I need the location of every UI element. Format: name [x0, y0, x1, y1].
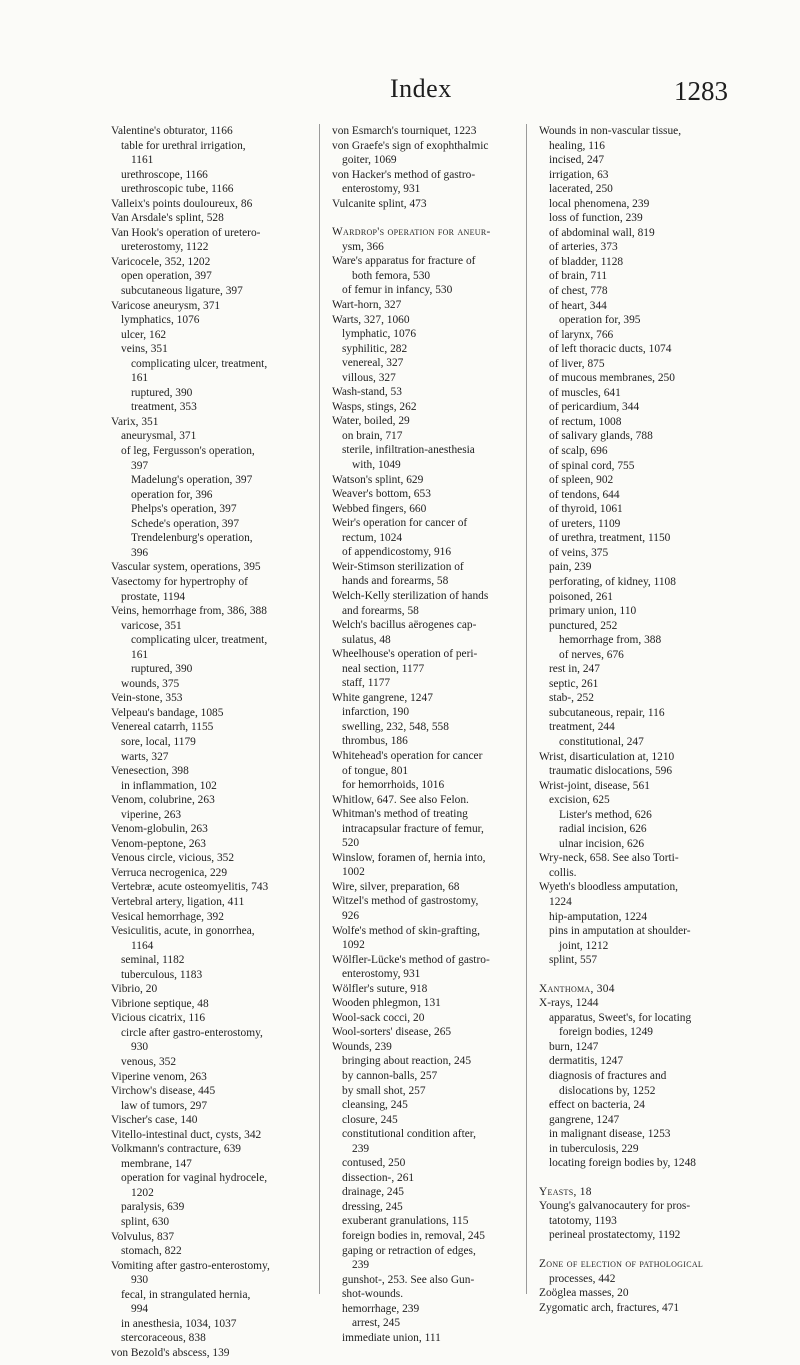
index-subentry: 239 [352, 1259, 370, 1272]
index-entry: Velpeau's bandage, 1085 [111, 706, 224, 719]
index-entry: Viperine venom, 263 [111, 1070, 207, 1083]
index-entry: Young's galvanocautery for pros- [539, 1200, 691, 1213]
index-subentry: seminal, 1182 [121, 954, 185, 967]
index-subentry: Madelung's operation, 397 [131, 474, 253, 487]
index-subentry: sulatus, 48 [342, 633, 391, 646]
index-subentry: 161 [131, 648, 149, 661]
index-subentry: on brain, 717 [342, 429, 403, 442]
index-entry: Veins, hemorrhage from, 386, 388 [111, 605, 267, 618]
index-subentry: splint, 630 [121, 1216, 170, 1229]
column-divider [526, 124, 527, 1294]
index-entry: Water, boiled, 29 [332, 415, 410, 428]
index-entry: Wolfe's method of skin-grafting, [332, 924, 480, 937]
index-subentry: 1002 [342, 866, 365, 879]
index-subentry: perforating, of kidney, 1108 [549, 575, 676, 588]
index-entry: Ware's apparatus for fracture of [332, 255, 476, 268]
index-entry: Witzel's method of gastrostomy, [332, 895, 479, 908]
index-entry: Varix, 351 [111, 415, 159, 428]
index-entry: Vasectomy for hypertrophy of [111, 575, 248, 588]
index-subentry: villous, 327 [342, 371, 396, 384]
index-entry: Zygomatic arch, fractures, 471 [539, 1301, 680, 1314]
index-subentry: sterile, infiltration-anesthesia [342, 444, 475, 457]
index-subentry: of tongue, 801 [342, 764, 409, 777]
letter-gap [332, 211, 522, 225]
letter-gap [539, 968, 729, 982]
index-subentry: in malignant disease, 1253 [549, 1128, 671, 1141]
page-header [0, 74, 800, 108]
index-subentry: of salivary glands, 788 [549, 430, 653, 443]
index-subentry: Phelps's operation, 397 [131, 503, 237, 516]
index-entry: Vulcanite splint, 473 [332, 197, 427, 210]
index-entry: Wardrop's operation for aneur- [332, 226, 491, 239]
index-subentry: dissection-, 261 [342, 1171, 415, 1184]
index-entry: Weaver's bottom, 653 [332, 488, 431, 501]
index-entry: Van Arsdale's splint, 528 [111, 212, 224, 225]
index-entry: Wölfler's suture, 918 [332, 982, 428, 995]
index-subentry: of arteries, 373 [549, 241, 618, 254]
index-subentry: neal section, 1177 [342, 662, 425, 675]
index-subentry: operation for, 395 [559, 314, 641, 327]
index-subentry: 397 [131, 459, 149, 472]
index-subentry: 930 [131, 1041, 149, 1054]
index-subentry: of left thoracic ducts, 1074 [549, 343, 672, 356]
index-entry: Venereal catarrh, 1155 [111, 721, 214, 734]
index-subentry: local phenomena, 239 [549, 197, 650, 210]
index-subentry: of nerves, 676 [559, 648, 624, 661]
index-subentry: of tendons, 644 [549, 488, 620, 501]
index-subentry: of femur in infancy, 530 [342, 284, 453, 297]
index-entry: Varicocele, 352, 1202 [111, 255, 211, 268]
index-subentry: venereal, 327 [342, 357, 404, 370]
index-subentry: of liver, 875 [549, 357, 605, 370]
index-subentry: in anesthesia, 1034, 1037 [121, 1317, 237, 1330]
index-subentry: 926 [342, 909, 360, 922]
column-divider [319, 124, 320, 1294]
index-subentry: burn, 1247 [549, 1040, 599, 1053]
index-subentry: loss of function, 239 [549, 212, 643, 225]
index-entry: von Hacker's method of gastro- [332, 168, 476, 181]
index-subentry: urethroscope, 1166 [121, 168, 208, 181]
index-subentry: goiter, 1069 [342, 154, 397, 167]
index-subentry: Lister's method, 626 [559, 808, 652, 821]
index-subentry: thrombus, 186 [342, 735, 408, 748]
index-subentry: of heart, 344 [549, 299, 607, 312]
index-subentry: syphilitic, 282 [342, 342, 408, 355]
index-entry: Volkmann's contracture, 639 [111, 1143, 241, 1156]
index-subentry: incised, 247 [549, 154, 605, 167]
index-column-1 [111, 124, 301, 1360]
index-subentry: paralysis, 639 [121, 1201, 185, 1214]
index-subentry: excision, 625 [549, 794, 610, 807]
index-subentry: radial incision, 626 [559, 823, 647, 836]
index-subentry: dermatitis, 1247 [549, 1055, 624, 1068]
index-subentry: cleansing, 245 [342, 1099, 408, 1112]
index-entry: Wyeth's bloodless amputation, [539, 881, 678, 894]
index-entry: Whitman's method of treating [332, 808, 468, 821]
letter-gap [539, 1243, 729, 1257]
index-entry: Verruca necrogenica, 229 [111, 866, 228, 879]
index-subentry: 1202 [131, 1186, 154, 1199]
index-subentry: dressing, 245 [342, 1200, 403, 1213]
index-subentry: of muscles, 641 [549, 386, 621, 399]
index-entry: Venous circle, vicious, 352 [111, 852, 235, 865]
index-subentry: both femora, 530 [352, 269, 431, 282]
index-subentry: foreign bodies, 1249 [559, 1026, 653, 1039]
index-subentry: pins in amputation at shoulder- [549, 925, 691, 938]
index-subentry: Trendelenburg's operation, [131, 532, 253, 545]
index-subentry: rest in, 247 [549, 663, 600, 676]
index-subentry: wounds, 375 [121, 677, 180, 690]
index-subentry: of larynx, 766 [549, 328, 614, 341]
index-subentry: subcutaneous, repair, 116 [549, 706, 665, 719]
index-subentry: enterostomy, 931 [342, 968, 421, 981]
index-entry: Vesiculitis, acute, in gonorrhea, [111, 925, 255, 938]
index-entry: Warts, 327, 1060 [332, 313, 410, 326]
index-subentry: of chest, 778 [549, 285, 608, 298]
index-entry: Varicose aneurysm, 371 [111, 299, 221, 312]
index-subentry: ruptured, 390 [131, 663, 193, 676]
index-subentry: stercoraceous, 838 [121, 1332, 206, 1345]
index-subentry: 396 [131, 546, 149, 559]
index-subentry: constitutional, 247 [559, 735, 644, 748]
index-subentry: hemorrhage, 239 [342, 1302, 420, 1315]
index-subentry: lymphatic, 1076 [342, 328, 417, 341]
index-subentry: in tuberculosis, 229 [549, 1142, 639, 1155]
index-subentry: of abdominal wall, 819 [549, 226, 655, 239]
index-subentry: lymphatics, 1076 [121, 314, 200, 327]
index-entry: Volvulus, 837 [111, 1230, 175, 1243]
index-entry: Valentine's obturator, 1166 [111, 125, 233, 137]
index-subentry: traumatic dislocations, 596 [549, 765, 673, 778]
index-subentry: splint, 557 [549, 954, 598, 967]
index-subentry: gangrene, 1247 [549, 1113, 620, 1126]
index-subentry: Schede's operation, 397 [131, 517, 240, 530]
index-entry: Zoöglea masses, 20 [539, 1287, 629, 1300]
index-subentry: with, 1049 [352, 459, 401, 472]
index-subentry: fecal, in strangulated hernia, [121, 1288, 251, 1301]
index-entry: von Bezold's abscess, 139 [111, 1346, 230, 1359]
index-subentry: arrest, 245 [352, 1317, 401, 1330]
index-subentry: in inflammation, 102 [121, 779, 217, 792]
index-subentry: apparatus, Sweet's, for locating [549, 1011, 692, 1024]
index-entry: Whitlow, 647. See also Felon. [332, 793, 469, 806]
index-subentry: circle after gastro-enterostomy, [121, 1026, 263, 1039]
index-subentry: foreign bodies in, removal, 245 [342, 1230, 485, 1243]
index-entry: Venom-globulin, 263 [111, 823, 208, 836]
index-entry: von Esmarch's tourniquet, 1223 [332, 125, 477, 137]
index-subentry: infarction, 190 [342, 706, 410, 719]
index-subentry: warts, 327 [121, 750, 169, 763]
index-entry: Wooden phlegmon, 131 [332, 997, 441, 1010]
index-entry: Vascular system, operations, 395 [111, 561, 261, 574]
index-entry: Van Hook's operation of uretero- [111, 226, 261, 239]
index-subentry: processes, 442 [549, 1272, 616, 1285]
index-subentry: law of tumors, 297 [121, 1099, 208, 1112]
index-subentry: tuberculous, 1183 [121, 968, 203, 981]
index-subentry: complicating ulcer, treatment, [131, 634, 268, 647]
index-subentry: of leg, Fergusson's operation, [121, 445, 255, 458]
index-subentry: closure, 245 [342, 1113, 398, 1126]
index-subentry: healing, 116 [549, 139, 605, 152]
index-subentry: septic, 261 [549, 677, 599, 690]
index-subentry: 161 [131, 372, 149, 385]
index-entry: Wry-neck, 658. See also Torti- [539, 852, 679, 865]
index-entry: Wölfler-Lücke's method of gastro- [332, 953, 490, 966]
index-subentry: treatment, 353 [131, 401, 197, 414]
index-subentry: of scalp, 696 [549, 445, 608, 458]
index-subentry: table for urethral irrigation, [121, 139, 246, 152]
index-subentry: operation for, 396 [131, 488, 213, 501]
index-column-3 [539, 124, 729, 1315]
index-entry: White gangrene, 1247 [332, 691, 433, 704]
index-entry: Virchow's disease, 445 [111, 1085, 216, 1098]
index-subentry: by small shot, 257 [342, 1084, 426, 1097]
index-subentry: irrigation, 63 [549, 168, 609, 181]
index-entry: Venom-peptone, 263 [111, 837, 206, 850]
index-entry: Whitehead's operation for cancer [332, 749, 483, 762]
index-subentry: effect on bacteria, 24 [549, 1099, 645, 1112]
index-subentry: of rectum, 1008 [549, 415, 622, 428]
index-entry: Zone of election of pathological [539, 1258, 704, 1271]
index-subentry: enterostomy, 931 [342, 183, 421, 196]
letter-gap [539, 1171, 729, 1185]
index-subentry: lacerated, 250 [549, 183, 613, 196]
index-subentry: hemorrhage from, 388 [559, 634, 662, 647]
index-subentry: 994 [131, 1303, 149, 1316]
index-subentry: varicose, 351 [121, 619, 182, 632]
index-subentry: hip-amputation, 1224 [549, 910, 648, 923]
index-entry: Wrist-joint, disease, 561 [539, 779, 650, 792]
index-subentry: pain, 239 [549, 561, 592, 574]
index-subentry: operation for vaginal hydrocele, [121, 1172, 268, 1185]
index-subentry: of brain, 711 [549, 270, 608, 283]
index-entry: Welch-Kelly sterilization of hands [332, 589, 489, 602]
page-number: 1283 [674, 76, 728, 106]
index-subentry: primary union, 110 [549, 605, 637, 618]
index-subentry: dislocations by, 1252 [559, 1084, 656, 1097]
index-subentry: stab-, 252 [549, 692, 594, 705]
index-subentry: 1092 [342, 939, 365, 952]
index-entry: Xanthoma, 304 [539, 982, 615, 995]
index-entry: Vibrio, 20 [111, 983, 158, 996]
index-entry: Winslow, foramen of, hernia into, [332, 851, 486, 864]
index-entry: Webbed fingers, 660 [332, 502, 427, 515]
index-entry: Wounds, 239 [332, 1040, 392, 1053]
index-subentry: complicating ulcer, treatment, [131, 357, 268, 370]
index-subentry: prostate, 1194 [121, 590, 186, 603]
index-subentry: by cannon-balls, 257 [342, 1070, 438, 1082]
index-subentry: 1164 [131, 939, 154, 952]
index-subentry: poisoned, 261 [549, 590, 613, 603]
index-subentry: drainage, 245 [342, 1186, 404, 1199]
index-subentry: locating foreign bodies by, 1248 [549, 1157, 696, 1170]
index-subentry: shot-wounds. [342, 1288, 404, 1301]
index-subentry: gunshot-, 253. See also Gun- [342, 1273, 475, 1286]
index-entry: Yeasts, 18 [539, 1185, 592, 1198]
index-subentry: contused, 250 [342, 1157, 406, 1170]
index-entry: Wheelhouse's operation of peri- [332, 648, 478, 661]
index-entry: Wrist, disarticulation at, 1210 [539, 750, 675, 763]
index-subentry: of spleen, 902 [549, 474, 614, 487]
index-subentry: swelling, 232, 548, 558 [342, 720, 449, 733]
index-subentry: for hemorrhoids, 1016 [342, 779, 445, 792]
index-subentry: venous, 352 [121, 1056, 177, 1068]
index-subentry: of bladder, 1128 [549, 255, 624, 268]
index-subentry: ureterostomy, 1122 [121, 241, 209, 254]
index-subentry: of pericardium, 344 [549, 401, 640, 414]
index-subentry: immediate union, 111 [342, 1331, 441, 1344]
index-subentry: 1161 [131, 154, 154, 167]
index-subentry: bringing about reaction, 245 [342, 1055, 472, 1068]
index-subentry: sore, local, 1179 [121, 735, 196, 748]
index-entry: Wool-sack cocci, 20 [332, 1011, 425, 1024]
index-subentry: treatment, 244 [549, 721, 615, 734]
index-subentry: of veins, 375 [549, 546, 609, 559]
index-entry: Weir-Stimson sterilization of [332, 560, 464, 573]
index-subentry: veins, 351 [121, 343, 168, 356]
index-subentry: subcutaneous ligature, 397 [121, 285, 243, 298]
index-subentry: of thyroid, 1061 [549, 503, 623, 516]
index-entry: Welch's bacillus aërogenes cap- [332, 619, 477, 632]
index-subentry: of ureters, 1109 [549, 517, 621, 530]
index-subentry: ulcer, 162 [121, 328, 167, 341]
index-subentry: and forearms, 58 [342, 604, 419, 617]
index-subentry: membrane, 147 [121, 1157, 192, 1170]
index-entry: Wasps, stings, 262 [332, 400, 417, 413]
index-subentry: joint, 1212 [559, 939, 609, 952]
index-entry: Vesical hemorrhage, 392 [111, 910, 224, 923]
index-entry: Vitello-intestinal duct, cysts, 342 [111, 1128, 262, 1141]
index-subentry: of appendicostomy, 916 [342, 546, 452, 559]
index-entry: Watson's splint, 629 [332, 473, 424, 486]
index-entry: Vomiting after gastro-enterostomy, [111, 1259, 270, 1272]
index-subentry: intracapsular fracture of femur, [342, 822, 484, 835]
index-subentry: staff, 1177 [342, 677, 391, 690]
index-entry: X-rays, 1244 [539, 997, 599, 1010]
index-subentry: ysm, 366 [342, 240, 384, 253]
index-entry: Vischer's case, 140 [111, 1114, 198, 1127]
index-subentry: of mucous membranes, 250 [549, 372, 675, 385]
index-entry: Wash-stand, 53 [332, 386, 402, 399]
index-subentry: 239 [352, 1142, 370, 1155]
index-subentry: aneurysmal, 371 [121, 430, 197, 443]
page-title: Index [390, 74, 452, 103]
index-subentry: diagnosis of fractures and [549, 1070, 667, 1082]
index-entry: Venesection, 398 [111, 765, 189, 778]
index-subentry: viperine, 263 [121, 808, 182, 821]
index-subentry: stomach, 822 [121, 1245, 182, 1258]
index-subentry: exuberant granulations, 115 [342, 1215, 469, 1228]
index-column-2 [332, 124, 522, 1345]
index-subentry: 520 [342, 837, 360, 850]
index-entry: Wool-sorters' disease, 265 [332, 1026, 452, 1039]
index-entry: Wounds in non-vascular tissue, [539, 125, 682, 137]
index-subentry: collis. [549, 866, 577, 879]
index-entry: Vein-stone, 353 [111, 692, 183, 705]
index-entry: Valleix's points douloureux, 86 [111, 197, 253, 210]
index-entry: Wart-horn, 327 [332, 299, 402, 312]
index-subentry: tatotomy, 1193 [549, 1214, 617, 1227]
index-subentry: 1224 [549, 895, 572, 908]
index-subentry: 930 [131, 1274, 149, 1287]
index-entry: Vertebræ, acute osteomyelitis, 743 [111, 881, 269, 894]
index-entry: Venom, colubrine, 263 [111, 794, 215, 807]
index-entry: von Graefe's sign of exophthalmic [332, 139, 489, 152]
index-subentry: ulnar incision, 626 [559, 837, 645, 850]
index-subentry: perineal prostatectomy, 1192 [549, 1229, 681, 1242]
index-subentry: of spinal cord, 755 [549, 459, 635, 472]
index-subentry: hands and forearms, 58 [342, 575, 449, 588]
index-subentry: open operation, 397 [121, 270, 212, 283]
index-entry: Weir's operation for cancer of [332, 517, 468, 530]
index-subentry: punctured, 252 [549, 619, 618, 632]
index-subentry: ruptured, 390 [131, 386, 193, 399]
index-entry: Wire, silver, preparation, 68 [332, 880, 460, 893]
index-subentry: constitutional condition after, [342, 1128, 476, 1141]
index-subentry: urethroscopic tube, 1166 [121, 183, 234, 196]
index-subentry: of urethra, treatment, 1150 [549, 532, 671, 545]
index-subentry: gaping or retraction of edges, [342, 1244, 476, 1257]
index-entry: Vicious cicatrix, 116 [111, 1012, 206, 1025]
index-entry: Vertebral artery, ligation, 411 [111, 895, 245, 908]
index-subentry: rectum, 1024 [342, 531, 403, 544]
index-entry: Vibrione septique, 48 [111, 997, 209, 1010]
